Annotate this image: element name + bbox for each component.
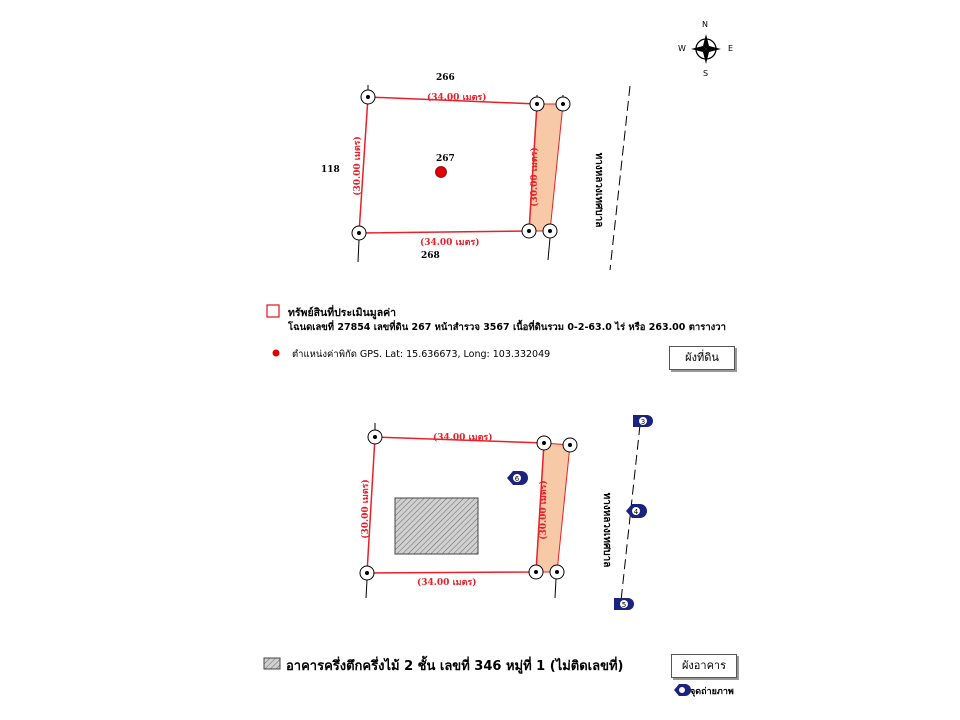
- photo-marker-5: [614, 598, 634, 610]
- photo-marker-6: [507, 471, 528, 485]
- compass-e: E: [728, 44, 734, 53]
- building-plan: [360, 415, 653, 610]
- top-edge-label: (34.00 เมตร): [427, 93, 487, 103]
- legend-property-title: ทรัพย์สินที่ประเมินมูลค่า: [288, 307, 397, 319]
- photo-point-icon: [674, 684, 691, 696]
- compass-rose: [691, 34, 721, 64]
- building-right-edge-label: (30.00 เมตร): [539, 480, 549, 540]
- legend-gps-symbol: [273, 350, 280, 357]
- photo-marker-4: [626, 504, 647, 518]
- compass-n: N: [702, 20, 708, 29]
- compass-s: S: [703, 69, 709, 78]
- land-road-label: ทางหลวงเทศบาล: [593, 152, 604, 228]
- land-plan-button[interactable]: ผังที่ดิน: [669, 346, 735, 370]
- south-neighbor-lot: 268: [421, 251, 440, 261]
- land-right-edge-label: (30.00 เมตร): [530, 147, 540, 207]
- photo-marker-number: 3: [640, 418, 646, 426]
- building-road-label: ทางหลวงเทศบาล: [601, 492, 612, 568]
- legend-building-symbol: [264, 658, 280, 669]
- legend-gps-line: ตำแหน่งค่าพิกัด GPS. Lat: 15.636673, Long: 103.332049: [292, 349, 551, 360]
- building-top-edge-label: (34.00 เมตร): [433, 433, 493, 443]
- building-plan-button[interactable]: ผังอาคาร: [671, 654, 737, 678]
- photo-marker-number: 6: [514, 475, 520, 483]
- north-neighbor-lot: 266: [436, 73, 455, 83]
- building-left-edge-label: (30.00 เมตร): [361, 479, 371, 539]
- photo-marker-number: 4: [633, 508, 639, 516]
- compass-w: W: [678, 44, 686, 53]
- land-plan: [352, 85, 630, 270]
- photo-point-label: จุดถ่ายภาพ: [690, 687, 734, 697]
- bottom-edge-label: (34.00 เมตร): [420, 238, 480, 248]
- building-bottom-edge-label: (34.00 เมตร): [417, 578, 477, 588]
- road-line: [610, 86, 630, 270]
- west-neighbor-lot: 118: [321, 165, 340, 175]
- land-left-edge-label: (30.00 เมตร): [353, 136, 363, 196]
- building-footprint: [395, 498, 478, 554]
- land-boundary: [359, 97, 537, 233]
- legend-property-symbol: [267, 305, 279, 317]
- legend-deed-line: โฉนดเลขที่ 27854 เลขที่ดิน 267 หน้าสำรวจ 3567 เนื้อที่ดินรวม 0-2-63.0 ไร่ หรือ 263.00 ตารางวา: [288, 322, 726, 333]
- photo-marker-3: [633, 415, 653, 427]
- photo-marker-number: 5: [621, 601, 627, 609]
- lot-number: 267: [436, 154, 455, 164]
- building-legend-text: อาคารครึ่งตึกครึ่งไม้ 2 ชั้น เลขที่ 346 หมู่ที่ 1 (ไม่ติดเลขที่): [286, 659, 624, 674]
- gps-point: [436, 167, 447, 178]
